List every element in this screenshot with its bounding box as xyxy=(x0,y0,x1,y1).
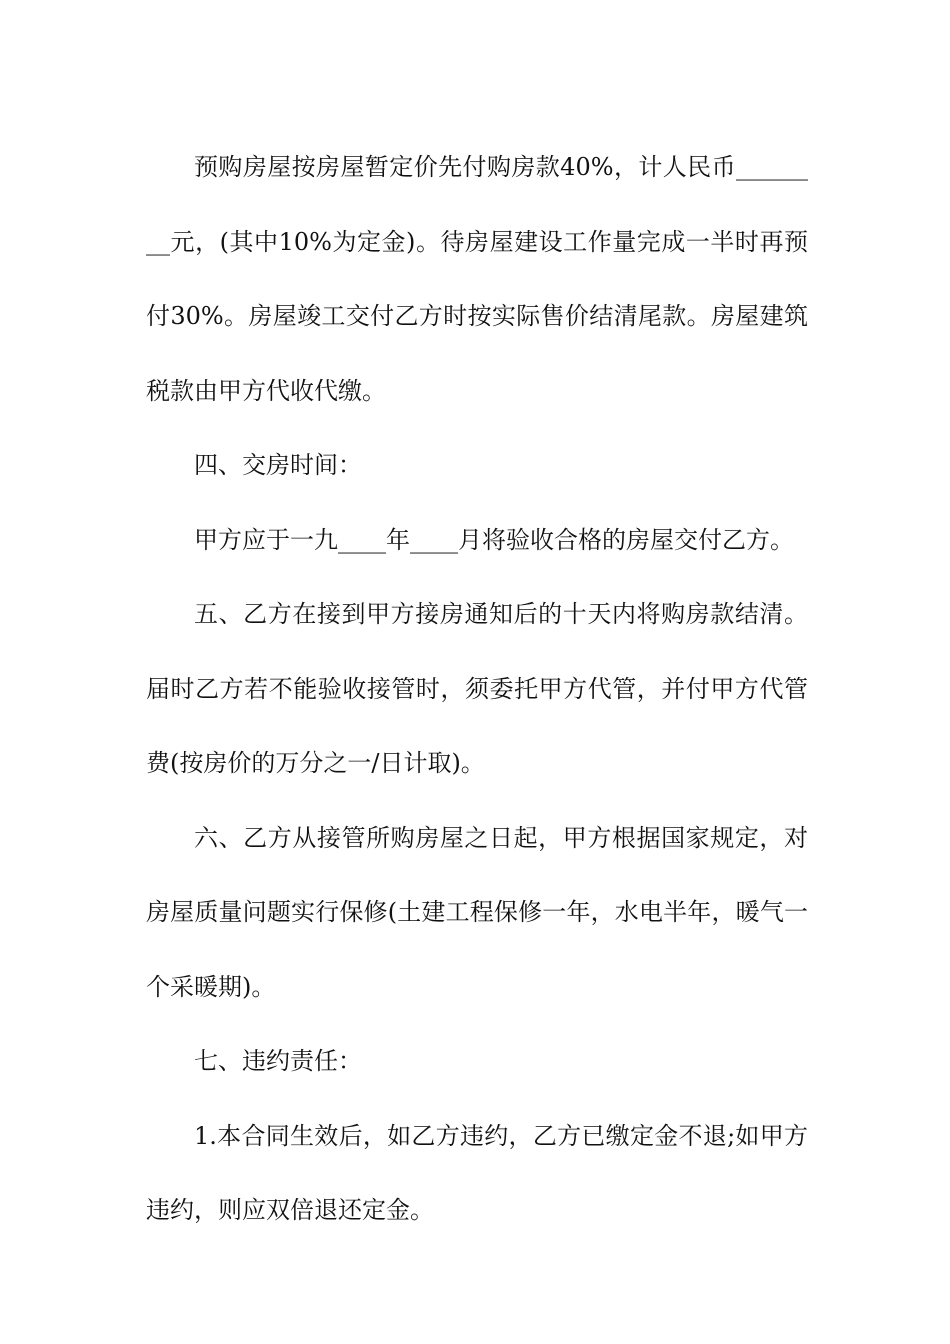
paragraph-payment-terms: 预购房屋按房屋暂定价先付购房款40%，计人民币________元，(其中10%为定金)。待房屋建设工作量完成一半时再预付30%。房屋竣工交付乙方时按实际售价结清尾款。房屋建筑税款由甲方代收代缴。 xyxy=(146,153,808,405)
heading-breach-liability: 七、违约责任： xyxy=(194,1047,362,1075)
paragraph-warranty: 六、乙方从接管所购房屋之日起，甲方根据国家规定，对房屋质量问题实行保修(土建工程保修一年，水电半年，暖气一个采暖期)。 xyxy=(146,823,808,1001)
paragraph-breach-clause-1: 1.本合同生效后，如乙方违约，乙方已缴定金不退;如甲方违约，则应双倍退还定金。 xyxy=(146,1121,808,1224)
heading-delivery-time: 四、交房时间： xyxy=(194,451,362,479)
paragraph-delivery-date: 甲方应于一九____年____月将验收合格的房屋交付乙方。 xyxy=(194,525,794,554)
document-body xyxy=(146,130,808,1248)
paragraph-settlement: 五、乙方在接到甲方接房通知后的十天内将购房款结清。届时乙方若不能验收接管时，须委托甲方代管，并付甲方代管费(按房价的万分之一/日计取)。 xyxy=(146,600,808,777)
